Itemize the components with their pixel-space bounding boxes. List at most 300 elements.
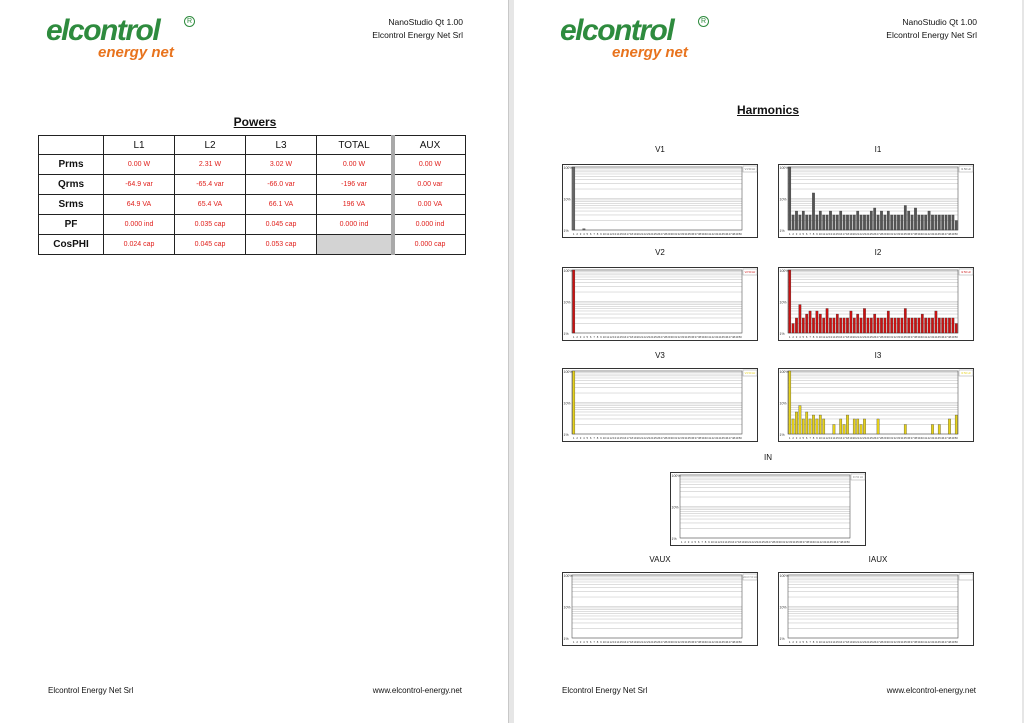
harmonic-bar (908, 318, 910, 333)
x-tick-label: 19 (633, 436, 637, 440)
x-tick-label: 21 (856, 335, 860, 339)
row-label: CosPHI (39, 235, 104, 255)
x-tick-label: 6 (589, 232, 592, 236)
x-tick-label: 34 (900, 436, 904, 440)
x-tick-label: 47 (944, 436, 948, 440)
x-tick-label: 1 (788, 436, 791, 440)
x-tick-label: 34 (900, 640, 904, 644)
x-tick-label: 27 (660, 335, 664, 339)
x-tick-label: 42 (711, 232, 715, 236)
harmonic-bar (955, 415, 957, 434)
x-tick-label: 25 (869, 232, 873, 236)
x-tick-label: 13 (612, 640, 617, 644)
harmonic-bar (573, 371, 575, 434)
harmonic-bar (826, 215, 828, 230)
x-tick-label: 21 (856, 436, 860, 440)
harmonic-bar (795, 318, 797, 333)
harmonic-bar (850, 215, 852, 230)
x-tick-label: 23 (646, 640, 651, 644)
x-tick-label: 10 (710, 540, 714, 544)
x-tick-label: 43 (930, 640, 935, 644)
x-tick-label: 45 (721, 640, 725, 644)
x-tick-label: 27 (876, 640, 880, 644)
header-info (886, 16, 977, 42)
x-tick-label: 18 (737, 540, 742, 544)
harmonic-bar (894, 215, 896, 230)
x-tick-label: 30 (886, 436, 890, 440)
x-tick-label: 6 (697, 540, 700, 544)
harmonic-bar (816, 311, 818, 333)
x-tick-label: 30 (670, 436, 674, 440)
x-tick-label: 28 (663, 232, 668, 236)
harmonic-bar (938, 215, 940, 230)
x-tick-label: 48 (731, 640, 736, 644)
harmonic-bar (819, 211, 821, 230)
x-tick-label: 26 (873, 640, 877, 644)
x-tick-label: 4 (799, 640, 801, 644)
logo-sub-text: energy net (98, 44, 174, 61)
x-tick-label: 29 (667, 436, 671, 440)
x-tick-label: 24 (866, 436, 870, 440)
x-tick-label: 2 (576, 335, 578, 339)
x-tick-label: 37 (694, 436, 698, 440)
harmonic-bar (857, 211, 859, 230)
chart-title-i2: I2 (874, 248, 882, 257)
y-tick-label: 1% (779, 229, 785, 233)
x-tick-label: 43 (714, 436, 719, 440)
cell-l3: 3.02 W (246, 155, 317, 175)
x-tick-label: 48 (731, 436, 736, 440)
x-tick-label: 50 (954, 640, 958, 644)
x-tick-label: 18 (629, 436, 634, 440)
cell-l2: 0.035 cap (175, 215, 246, 235)
x-tick-label: 24 (650, 232, 654, 236)
x-tick-label: 46 (725, 640, 729, 644)
harmonic-bar (867, 215, 869, 230)
x-tick-label: 50 (954, 232, 958, 236)
x-tick-label: 30 (670, 335, 674, 339)
x-tick-label: 44 (718, 640, 722, 644)
x-tick-label: 39 (917, 436, 921, 440)
x-tick-label: 26 (657, 232, 661, 236)
x-tick-label: 33 (896, 232, 901, 236)
x-tick-label: 5 (802, 232, 805, 236)
x-tick-label: 48 (947, 436, 952, 440)
header-app-version: NanoStudio Qt 1.00 (902, 17, 977, 27)
x-tick-label: 36 (691, 436, 695, 440)
x-tick-label: 3 (795, 640, 798, 644)
harmonics-chart-i1 (778, 164, 974, 238)
harmonic-bar (829, 318, 831, 333)
harmonic-bar (894, 318, 896, 333)
x-tick-label: 25 (869, 436, 873, 440)
legend-label: V1 50 Hz (744, 168, 756, 172)
x-tick-label: 30 (670, 232, 674, 236)
x-tick-label: 34 (684, 232, 688, 236)
harmonic-bar (914, 318, 916, 333)
harmonic-bar (816, 419, 818, 434)
column-header-total: TOTAL (317, 136, 394, 155)
x-tick-label: 12 (609, 335, 613, 339)
x-tick-label: 15 (835, 232, 839, 236)
x-tick-label: 49 (735, 436, 739, 440)
x-tick-label: 15 (619, 640, 623, 644)
harmonic-bar (918, 215, 920, 230)
x-tick-label: 41 (924, 335, 928, 339)
x-tick-label: 23 (754, 540, 759, 544)
harmonic-bar (806, 314, 808, 333)
x-tick-label: 17 (734, 540, 738, 544)
x-tick-label: 42 (927, 640, 931, 644)
x-tick-label: 4 (583, 232, 585, 236)
x-tick-label: 48 (947, 640, 952, 644)
harmonic-bar (904, 425, 906, 434)
x-tick-label: 36 (907, 436, 911, 440)
harmonic-bar (945, 318, 947, 333)
x-tick-label: 10 (818, 335, 822, 339)
x-tick-label: 11 (822, 640, 826, 644)
x-tick-label: 32 (893, 335, 897, 339)
x-tick-label: 2 (792, 640, 794, 644)
x-tick-label: 4 (583, 436, 585, 440)
x-tick-label: 32 (893, 436, 897, 440)
x-tick-label: 40 (920, 232, 924, 236)
harmonic-bar (904, 205, 906, 230)
harmonic-bar (880, 318, 882, 333)
harmonics-chart-i3 (778, 368, 974, 442)
harmonic-bar (887, 211, 889, 230)
harmonic-bar (891, 318, 893, 333)
harmonic-bar (931, 215, 933, 230)
x-tick-label: 49 (951, 640, 955, 644)
x-tick-label: 8 (812, 335, 815, 339)
x-tick-label: 32 (893, 232, 897, 236)
x-tick-label: 35 (795, 540, 799, 544)
x-tick-label: 35 (687, 436, 691, 440)
table-row (39, 175, 466, 195)
cell-l1: -64.9 var (104, 175, 175, 195)
x-tick-label: 27 (660, 436, 664, 440)
x-tick-label: 31 (890, 436, 894, 440)
x-tick-label: 44 (718, 335, 722, 339)
x-tick-label: 1 (572, 436, 575, 440)
x-tick-label: 13 (828, 436, 833, 440)
y-tick-label: 100% (563, 166, 573, 170)
x-tick-label: 16 (839, 335, 843, 339)
x-tick-label: 10 (818, 436, 822, 440)
y-tick-label: 1% (779, 332, 785, 336)
harmonic-bar (938, 318, 940, 333)
x-tick-label: 24 (866, 640, 870, 644)
y-tick-label: 10% (779, 605, 787, 610)
harmonic-bar (795, 211, 797, 230)
y-tick-label: 1% (779, 637, 785, 641)
chart-title-vaux: VAUX (649, 555, 671, 564)
x-tick-label: 37 (910, 335, 914, 339)
x-tick-label: 9 (600, 232, 602, 236)
x-tick-label: 8 (704, 540, 707, 544)
y-tick-label: 10% (563, 300, 571, 305)
table-row (39, 155, 466, 175)
x-tick-label: 33 (896, 335, 901, 339)
x-tick-label: 49 (735, 640, 739, 644)
chart-frame (563, 165, 758, 238)
x-tick-label: 16 (731, 540, 735, 544)
x-tick-label: 44 (934, 436, 938, 440)
x-tick-label: 30 (886, 335, 890, 339)
x-tick-label: 35 (903, 232, 907, 236)
x-tick-label: 39 (701, 640, 705, 644)
x-tick-label: 32 (785, 540, 789, 544)
x-tick-label: 42 (927, 335, 931, 339)
y-tick-label: 1% (779, 433, 785, 437)
x-tick-label: 39 (701, 335, 705, 339)
header-company: Elcontrol Energy Net Srl (372, 30, 463, 40)
x-tick-label: 36 (907, 335, 911, 339)
x-tick-label: 21 (640, 436, 644, 440)
x-tick-label: 43 (822, 540, 827, 544)
page-powers (0, 0, 508, 723)
x-tick-label: 27 (660, 232, 664, 236)
x-tick-label: 48 (839, 540, 844, 544)
x-tick-label: 19 (849, 232, 853, 236)
x-tick-label: 34 (900, 232, 904, 236)
x-tick-label: 30 (670, 640, 674, 644)
x-tick-label: 35 (687, 640, 691, 644)
harmonic-bar (843, 215, 845, 230)
x-tick-label: 29 (883, 436, 887, 440)
x-tick-label: 8 (812, 436, 815, 440)
cell-l2: -65.4 var (175, 175, 246, 195)
x-tick-label: 45 (937, 335, 941, 339)
x-tick-label: 14 (832, 232, 836, 236)
x-tick-label: 5 (694, 540, 697, 544)
harmonic-bar (860, 215, 862, 230)
x-tick-label: 47 (728, 640, 732, 644)
legend-label: V2 50 Hz (744, 271, 756, 275)
x-tick-label: 9 (816, 436, 818, 440)
x-tick-label: 27 (876, 232, 880, 236)
harmonic-bar (938, 425, 940, 434)
harmonic-bar (880, 211, 882, 230)
harmonic-bar (948, 318, 950, 333)
y-tick-label: 100% (563, 269, 573, 273)
harmonic-bar (948, 419, 950, 434)
harmonic-bar (935, 311, 937, 333)
x-tick-label: 44 (934, 232, 938, 236)
x-tick-label: 7 (809, 640, 811, 644)
x-tick-label: 40 (704, 436, 708, 440)
x-tick-label: 16 (839, 436, 843, 440)
y-tick-label: 100% (671, 474, 681, 478)
x-tick-label: 28 (879, 436, 884, 440)
x-tick-label: 22 (643, 335, 647, 339)
x-tick-label: 4 (799, 335, 801, 339)
x-tick-label: 25 (653, 436, 657, 440)
harmonic-bar (809, 215, 811, 230)
x-tick-label: 20 (636, 335, 640, 339)
chart-frame (563, 369, 758, 442)
harmonic-bar (925, 215, 927, 230)
x-tick-label: 22 (859, 640, 863, 644)
x-tick-label: 22 (859, 335, 863, 339)
chart-title-iaux: IAUX (868, 555, 888, 564)
x-tick-label: 22 (859, 232, 863, 236)
legend-label: IN 50 Hz (852, 476, 864, 480)
x-tick-label: 24 (866, 335, 870, 339)
x-tick-label: 49 (735, 335, 739, 339)
x-tick-label: 17 (626, 436, 630, 440)
x-tick-label: 49 (735, 232, 739, 236)
harmonic-bar (792, 419, 794, 434)
x-tick-label: 14 (724, 540, 728, 544)
x-tick-label: 45 (721, 436, 725, 440)
x-tick-label: 9 (600, 335, 602, 339)
cell-l3: 0.053 cap (246, 235, 317, 255)
x-tick-label: 35 (687, 232, 691, 236)
harmonic-bar (833, 215, 835, 230)
x-tick-label: 3 (579, 335, 582, 339)
x-tick-label: 49 (951, 335, 955, 339)
x-tick-label: 36 (691, 640, 695, 644)
x-tick-label: 21 (640, 335, 644, 339)
x-tick-label: 27 (768, 540, 772, 544)
y-tick-label: 10% (779, 300, 787, 305)
harmonic-bar (931, 425, 933, 434)
x-tick-label: 37 (694, 232, 698, 236)
cell-total-empty (317, 235, 394, 255)
x-tick-label: 26 (657, 335, 661, 339)
harmonic-bar (792, 215, 794, 230)
x-tick-label: 12 (609, 640, 613, 644)
x-tick-label: 5 (586, 436, 589, 440)
x-tick-label: 11 (822, 335, 826, 339)
harmonic-bar (942, 215, 944, 230)
harmonic-bar (863, 215, 865, 230)
x-tick-label: 15 (619, 232, 623, 236)
x-tick-label: 48 (731, 232, 736, 236)
x-tick-label: 15 (619, 335, 623, 339)
x-tick-label: 1 (572, 232, 575, 236)
harmonic-bar (789, 167, 791, 230)
x-tick-label: 38 (913, 640, 918, 644)
x-tick-label: 47 (728, 436, 732, 440)
cell-l2: 2.31 W (175, 155, 246, 175)
x-tick-label: 1 (788, 640, 791, 644)
x-tick-label: 29 (883, 335, 887, 339)
harmonic-bar (874, 314, 876, 333)
x-tick-label: 39 (917, 232, 921, 236)
x-tick-label: 20 (852, 232, 856, 236)
x-tick-label: 23 (862, 335, 867, 339)
harmonic-bar (809, 419, 811, 434)
x-tick-label: 9 (708, 540, 710, 544)
x-tick-label: 28 (663, 335, 668, 339)
harmonic-bar (789, 371, 791, 434)
harmonic-bar (925, 318, 927, 333)
harmonic-bar (802, 211, 804, 230)
elcontrol-logo (46, 14, 196, 64)
y-tick-label: 10% (563, 401, 571, 406)
harmonic-bar (867, 318, 869, 333)
chart-title-i1: I1 (874, 145, 882, 154)
x-tick-label: 12 (717, 540, 721, 544)
logo-registered-mark: R (184, 16, 195, 27)
x-tick-label: 27 (660, 640, 664, 644)
x-tick-label: 35 (903, 335, 907, 339)
harmonics-chart-vaux (562, 572, 758, 646)
chart-frame (671, 473, 866, 546)
x-tick-label: 31 (674, 232, 678, 236)
x-tick-label: 1 (680, 540, 683, 544)
harmonic-bar (823, 318, 825, 333)
harmonic-bar (857, 314, 859, 333)
harmonic-bar (904, 308, 906, 333)
x-tick-label: 9 (816, 335, 818, 339)
harmonic-bar (823, 419, 825, 434)
x-tick-label: 47 (944, 335, 948, 339)
x-tick-label: 39 (917, 335, 921, 339)
harmonic-bar (836, 314, 838, 333)
x-tick-label: 41 (924, 640, 928, 644)
harmonic-bar (891, 215, 893, 230)
x-tick-label: 33 (680, 640, 685, 644)
x-tick-label: 14 (832, 335, 836, 339)
x-tick-label: 43 (714, 335, 719, 339)
x-tick-label: 5 (802, 436, 805, 440)
harmonic-bar (843, 425, 845, 434)
column-header (39, 136, 104, 155)
x-tick-label: 45 (937, 436, 941, 440)
x-tick-label: 26 (657, 436, 661, 440)
column-header-l3: L3 (246, 136, 317, 155)
harmonic-bar (914, 208, 916, 230)
x-tick-label: 37 (802, 540, 806, 544)
harmonic-bar (921, 215, 923, 230)
y-tick-label: 100% (563, 370, 573, 374)
x-tick-label: 31 (890, 232, 894, 236)
x-tick-label: 50 (954, 436, 958, 440)
x-tick-label: 26 (765, 540, 769, 544)
column-header-aux: AUX (393, 136, 466, 155)
x-tick-label: 31 (674, 335, 678, 339)
y-tick-label: 10% (563, 197, 571, 202)
harmonic-bar (857, 419, 859, 434)
x-tick-label: 21 (748, 540, 752, 544)
x-tick-label: 39 (701, 436, 705, 440)
x-tick-label: 39 (809, 540, 813, 544)
x-tick-label: 22 (643, 640, 647, 644)
harmonic-bar (819, 415, 821, 434)
harmonic-bar (802, 419, 804, 434)
x-tick-label: 14 (616, 232, 620, 236)
harmonic-bar (846, 318, 848, 333)
harmonic-bar (573, 167, 575, 230)
cell-total: -196 var (317, 175, 394, 195)
x-tick-label: 3 (579, 436, 582, 440)
harmonic-bar (921, 314, 923, 333)
x-tick-label: 23 (862, 436, 867, 440)
cell-total: 0.00 W (317, 155, 394, 175)
x-tick-label: 26 (873, 436, 877, 440)
x-tick-label: 47 (728, 335, 732, 339)
harmonic-bar (877, 318, 879, 333)
x-tick-label: 26 (873, 232, 877, 236)
y-tick-label: 1% (563, 433, 569, 437)
x-tick-label: 40 (920, 335, 924, 339)
x-tick-label: 24 (650, 335, 654, 339)
x-tick-label: 24 (758, 540, 762, 544)
